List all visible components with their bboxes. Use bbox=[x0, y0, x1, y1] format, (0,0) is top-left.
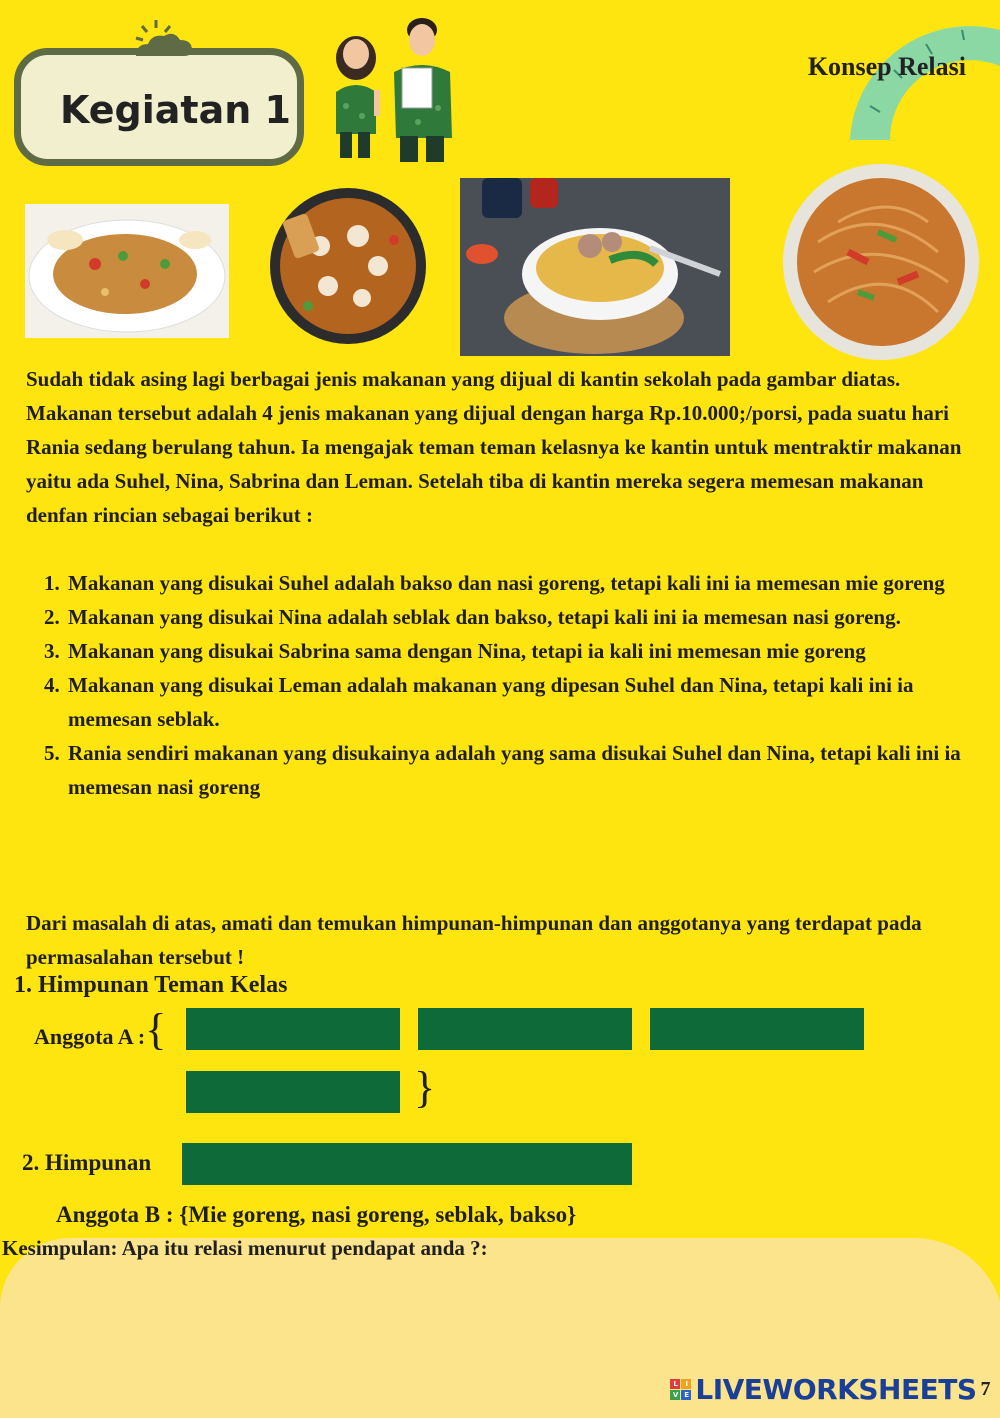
instruction-text: Dari masalah di atas, amati dan temukan himpunan-himpunan dan anggotanya yang terdapat pada permasalahan tersebut ! bbox=[26, 911, 922, 969]
activity-title: Kegiatan 1 bbox=[60, 88, 291, 132]
close-brace: } bbox=[414, 1063, 436, 1112]
list-item-number: 3. bbox=[44, 639, 60, 663]
mie-goreng-photo bbox=[778, 162, 984, 362]
question-1-number: 1. bbox=[14, 972, 32, 998]
question-1-title bbox=[14, 972, 287, 999]
bakso-bowl-photo bbox=[460, 178, 730, 356]
list-item-number: 2. bbox=[44, 605, 60, 629]
topic-title: Konsep Relasi bbox=[807, 52, 966, 81]
set-a-answer-4[interactable] bbox=[186, 1071, 400, 1113]
question-2-title: 2. Himpunan bbox=[22, 1150, 152, 1175]
list-item-text: Rania sendiri makanan yang disukainya adalah yang sama disukai Suhel dan Nina, tetapi kali ini ia memesan nasi goreng bbox=[68, 741, 961, 799]
list-item-text: Makanan yang disukai Leman adalah makanan yang dipesan Suhel dan Nina, tetapi kali ini ia memesan seblak. bbox=[68, 673, 914, 731]
page-number: 7 bbox=[980, 1378, 990, 1400]
conclusion-prompt: Kesimpulan: Apa itu relasi menurut pendapat anda ?: bbox=[2, 1236, 488, 1260]
open-brace: { bbox=[145, 1005, 167, 1054]
seblak-bowl-photo bbox=[258, 186, 438, 346]
liveworksheets-logo bbox=[670, 1373, 990, 1406]
set-a-answer-3[interactable] bbox=[650, 1008, 864, 1050]
brand-name: LIVEWORKSHEETS bbox=[695, 1373, 977, 1406]
list-item-number: 1. bbox=[44, 571, 60, 595]
set-b-members: Anggota B : {Mie goreng, nasi goreng, seblak, bakso} bbox=[56, 1202, 577, 1227]
nasi-goreng-photo bbox=[25, 204, 229, 338]
set-a-label-text: Anggota A : bbox=[34, 1024, 146, 1049]
question-1-label: Himpunan Teman Kelas bbox=[38, 972, 288, 998]
list-item bbox=[40, 566, 980, 600]
teachers-illustration bbox=[318, 12, 478, 169]
set-a-answer-1[interactable] bbox=[186, 1008, 400, 1050]
preference-list bbox=[40, 566, 980, 804]
logo-letter: V bbox=[670, 1390, 680, 1400]
story-paragraph: Sudah tidak asing lagi berbagai jenis makanan yang dijual di kantin sekolah pada gambar diatas. Makanan tersebut adalah 4 jenis makanan yang dijual dengan harga Rp.10.000;/porsi, pada suatu hari Rania sedang berulang tahun. Ia mengajak teman teman kelasnya ke kantin untuk mentraktir makanan yaitu ada Suhel, Nina, Sabrina dan Leman. Setelah tiba di kantin mereka segera memesan makanan denfan rincian sebagai berikut : bbox=[26, 367, 962, 527]
set-b-name-answer[interactable] bbox=[182, 1143, 632, 1185]
list-item-text: Makanan yang disukai Nina adalah seblak dan bakso, tetapi kali ini ia memesan nasi goreng. bbox=[68, 605, 901, 629]
set-a-label bbox=[34, 1004, 166, 1055]
list-item-number: 5. bbox=[44, 741, 60, 765]
list-item bbox=[40, 736, 980, 804]
list-item bbox=[40, 668, 980, 736]
list-item bbox=[40, 600, 980, 634]
sun-cloud-icon bbox=[122, 16, 202, 65]
list-item bbox=[40, 634, 980, 668]
logo-letter: L bbox=[670, 1379, 680, 1389]
list-item-number: 4. bbox=[44, 673, 60, 697]
list-item-text: Makanan yang disukai Suhel adalah bakso dan nasi goreng, tetapi kali ini ia memesan mie goreng bbox=[68, 571, 945, 595]
list-item-text: Makanan yang disukai Sabrina sama dengan Nina, tetapi ia kali ini memesan mie goreng bbox=[68, 639, 866, 663]
set-a-answer-2[interactable] bbox=[418, 1008, 632, 1050]
logo-letter: I bbox=[681, 1379, 691, 1389]
liveworksheets-icon bbox=[670, 1379, 691, 1400]
logo-letter: E bbox=[681, 1390, 691, 1400]
